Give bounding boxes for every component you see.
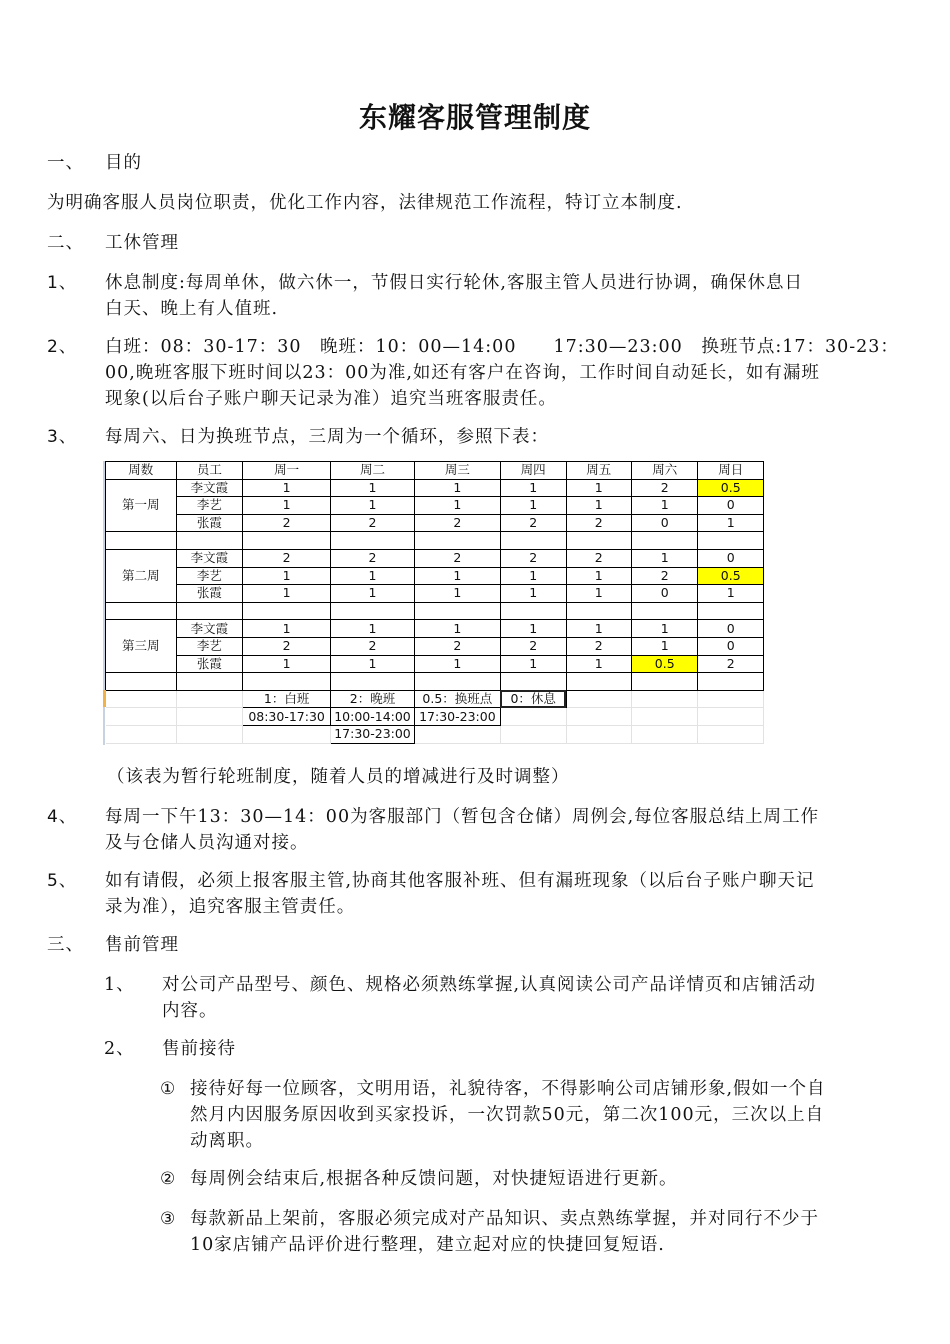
shift-cell: 1 <box>632 620 698 638</box>
shift-cell: 1 <box>414 479 500 497</box>
item-line: 每周一下午13：30—14：00为客服部门（暂包含仓储）周例会,每位客服总结上周工作 <box>105 807 820 827</box>
shift-cell: 1 <box>243 655 331 673</box>
shift-cell: 1 <box>414 567 500 585</box>
item-line: 00,晚班客服下班时间以23：00为准,如还有客户在咨询，工作时间自动延长，如有漏班 <box>105 363 820 383</box>
shift-cell: 1 <box>414 497 500 515</box>
shift-cell: 1 <box>331 497 415 515</box>
shift-cell: 2 <box>243 514 331 532</box>
employee-cell: 李艺 <box>176 497 243 515</box>
empty-cell <box>176 690 243 708</box>
shift-cell: 1 <box>243 567 331 585</box>
empty-cell <box>243 725 331 743</box>
shift-cell: 1 <box>331 567 415 585</box>
empty-cell <box>414 532 500 550</box>
empty-cell <box>106 690 177 708</box>
shift-cell: 1 <box>243 497 331 515</box>
table-header-row <box>106 462 764 480</box>
shift-cell: 1 <box>632 549 698 567</box>
schedule-table <box>105 461 764 744</box>
empty-cell <box>176 725 243 743</box>
employee-cell: 李文霞 <box>176 549 243 567</box>
time-cell: 17:30-23:00 <box>331 725 415 743</box>
item-line: 现象(以后台子账户聊天记录为准）追究当班客服责任。 <box>105 389 557 409</box>
empty-cell <box>500 725 566 743</box>
empty-cell <box>500 602 566 620</box>
shift-cell: 0.5 <box>698 567 764 585</box>
table-row <box>106 479 764 497</box>
section-1-text: 为明确客服人员岗位职责，优化工作内容，法律规范工作流程，特订立本制度. <box>47 193 683 213</box>
empty-cell <box>566 708 631 726</box>
section-1-number: 一、 <box>47 153 84 173</box>
shift-cell: 2 <box>500 514 566 532</box>
shift-cell: 2 <box>243 549 331 567</box>
shift-cell: 1 <box>243 479 331 497</box>
empty-cell <box>566 532 631 550</box>
empty-cell <box>632 602 698 620</box>
spacer-row <box>106 673 764 691</box>
shift-cell: 2 <box>500 549 566 567</box>
times-row <box>106 725 764 743</box>
shift-cell: 1 <box>243 585 331 603</box>
empty-cell <box>331 602 415 620</box>
item-number: 4、 <box>47 807 77 827</box>
shift-cell: 0 <box>698 497 764 515</box>
employee-cell: 李艺 <box>176 637 243 655</box>
empty-cell <box>176 602 243 620</box>
shift-cell: 1 <box>566 479 631 497</box>
shift-cell: 1 <box>698 585 764 603</box>
empty-cell <box>632 690 698 708</box>
item-number: 1、 <box>104 975 135 995</box>
sub-item-marker: ③ <box>160 1209 177 1229</box>
empty-cell <box>106 725 177 743</box>
empty-cell <box>566 725 631 743</box>
empty-cell <box>698 708 764 726</box>
sub-item-line: 接待好每一位顾客，文明用语，礼貌待客，不得影响公司店铺形象,假如一个自 <box>190 1079 826 1099</box>
employee-cell: 李艺 <box>176 567 243 585</box>
shift-cell: 0 <box>698 549 764 567</box>
table-row <box>106 620 764 638</box>
shift-cell: 2 <box>566 637 631 655</box>
shift-cell: 1 <box>500 567 566 585</box>
shift-cell: 0 <box>632 585 698 603</box>
empty-cell <box>106 673 177 691</box>
table-row <box>106 655 764 673</box>
item-line: 白班：08：30-17：30 晚班：10：00—14:00 17:30—23:00 换班节点:17：30-23： <box>105 337 899 357</box>
week-label-cell: 第一周 <box>106 479 177 532</box>
empty-cell <box>500 673 566 691</box>
section-2-number: 二、 <box>47 233 84 253</box>
header-cell: 周数 <box>106 462 177 480</box>
week-label-cell: 第三周 <box>106 620 177 673</box>
shift-cell: 1 <box>243 620 331 638</box>
shift-cell: 2 <box>414 637 500 655</box>
legend-cell: 0：休息 <box>500 690 566 708</box>
header-cell: 周六 <box>632 462 698 480</box>
shift-cell: 1 <box>500 497 566 515</box>
item-number: 2、 <box>47 337 77 357</box>
shift-cell: 1 <box>414 585 500 603</box>
shift-cell: 1 <box>566 497 631 515</box>
item-number: 3、 <box>47 427 77 447</box>
shift-cell: 2 <box>632 479 698 497</box>
table-row <box>106 637 764 655</box>
shift-cell: 0 <box>632 514 698 532</box>
empty-cell <box>106 602 177 620</box>
item-line: 每周六、日为换班节点，三周为一个循环，参照下表： <box>105 427 549 447</box>
empty-cell <box>632 673 698 691</box>
header-cell: 周日 <box>698 462 764 480</box>
empty-cell <box>566 673 631 691</box>
shift-cell: 2 <box>566 549 631 567</box>
empty-cell <box>566 690 631 708</box>
shift-cell: 2 <box>331 549 415 567</box>
row-marker <box>103 690 106 707</box>
shift-cell: 1 <box>331 479 415 497</box>
item-number: 5、 <box>47 871 77 891</box>
spacer-row <box>106 532 764 550</box>
table-row <box>106 567 764 585</box>
shift-cell: 1 <box>500 585 566 603</box>
shift-cell: 1 <box>698 514 764 532</box>
header-cell: 周四 <box>500 462 566 480</box>
sub-item-marker: ① <box>160 1079 177 1099</box>
employee-cell: 张霞 <box>176 585 243 603</box>
empty-cell <box>106 708 177 726</box>
shift-cell: 1 <box>331 585 415 603</box>
header-cell: 周二 <box>331 462 415 480</box>
table-note: （该表为暂行轮班制度，随着人员的增减进行及时调整） <box>107 767 570 787</box>
shift-cell: 2 <box>243 637 331 655</box>
sub-item-line: 动离职。 <box>190 1131 264 1151</box>
shift-cell: 1 <box>331 655 415 673</box>
empty-cell <box>500 532 566 550</box>
sub-item-line: 10家店铺产品评价进行整理，建立起对应的快捷回复短语. <box>190 1235 665 1255</box>
time-cell: 17:30-23:00 <box>414 708 500 726</box>
shift-cell: 1 <box>414 655 500 673</box>
empty-cell <box>331 673 415 691</box>
shift-cell: 1 <box>632 637 698 655</box>
shift-cell: 1 <box>414 620 500 638</box>
shift-cell: 2 <box>566 514 631 532</box>
sub-item-line: 每周例会结束后,根据各种反馈问题，对快捷短语进行更新。 <box>190 1169 678 1189</box>
item-line: 售前接待 <box>162 1039 236 1059</box>
table-row <box>106 497 764 515</box>
shift-cell: 2 <box>632 567 698 585</box>
empty-cell <box>106 532 177 550</box>
shift-cell: 1 <box>500 655 566 673</box>
empty-cell <box>500 708 566 726</box>
item-line: 休息制度:每周单休，做六休一，节假日实行轮休,客服主管人员进行协调，确保休息日 <box>105 273 803 293</box>
empty-cell <box>176 708 243 726</box>
shift-cell: 2 <box>414 549 500 567</box>
shift-cell: 1 <box>632 497 698 515</box>
header-cell: 周三 <box>414 462 500 480</box>
empty-cell <box>632 532 698 550</box>
shift-cell: 1 <box>500 620 566 638</box>
shift-cell: 1 <box>566 585 631 603</box>
times-row <box>106 708 764 726</box>
employee-cell: 李文霞 <box>176 479 243 497</box>
sub-item-marker: ② <box>160 1169 177 1189</box>
shift-cell: 1 <box>566 567 631 585</box>
empty-cell <box>632 708 698 726</box>
empty-cell <box>243 673 331 691</box>
empty-cell <box>698 532 764 550</box>
spacer-row <box>106 602 764 620</box>
item-line: 白天、晚上有人值班. <box>105 299 279 319</box>
item-number: 1、 <box>47 273 77 293</box>
legend-row <box>106 690 764 708</box>
shift-cell: 2 <box>331 637 415 655</box>
item-line: 录为准），追究客服主管责任。 <box>105 897 356 917</box>
section-3-heading: 售前管理 <box>105 935 179 955</box>
table-row <box>106 585 764 603</box>
empty-cell <box>414 602 500 620</box>
empty-cell <box>566 602 631 620</box>
shift-cell: 1 <box>331 620 415 638</box>
shift-cell: 2 <box>331 514 415 532</box>
section-3-number: 三、 <box>47 935 84 955</box>
employee-cell: 张霞 <box>176 514 243 532</box>
shift-cell: 1 <box>500 479 566 497</box>
header-cell: 员工 <box>176 462 243 480</box>
empty-cell <box>698 725 764 743</box>
shift-cell: 1 <box>566 655 631 673</box>
shift-cell: 0.5 <box>698 479 764 497</box>
empty-cell <box>698 690 764 708</box>
schedule-table-image <box>103 461 764 745</box>
legend-cell: 2：晚班 <box>331 690 415 708</box>
shift-cell: 2 <box>698 655 764 673</box>
empty-cell <box>698 673 764 691</box>
header-cell: 周五 <box>566 462 631 480</box>
table-row <box>106 549 764 567</box>
item-line: 对公司产品型号、颜色、规格必须熟练掌握,认真阅读公司产品详情页和店铺活动 <box>162 975 817 995</box>
item-line: 及与仓储人员沟通对接。 <box>105 833 309 853</box>
header-cell: 周一 <box>243 462 331 480</box>
shift-cell: 0.5 <box>632 655 698 673</box>
empty-cell <box>176 532 243 550</box>
shift-cell: 0 <box>698 620 764 638</box>
section-1-heading: 目的 <box>105 153 142 173</box>
empty-cell <box>698 602 764 620</box>
empty-cell <box>243 532 331 550</box>
sub-item-line: 每款新品上架前，客服必须完成对产品知识、卖点熟练掌握，并对同行不少于 <box>190 1209 819 1229</box>
shift-cell: 1 <box>566 620 631 638</box>
time-cell: 10:00-14:00 <box>331 708 415 726</box>
employee-cell: 李文霞 <box>176 620 243 638</box>
item-number: 2、 <box>104 1039 135 1059</box>
empty-cell <box>331 532 415 550</box>
empty-cell <box>414 725 500 743</box>
empty-cell <box>176 673 243 691</box>
empty-cell <box>632 725 698 743</box>
table-row <box>106 514 764 532</box>
legend-cell: 0.5：换班点 <box>414 690 500 708</box>
empty-cell <box>243 602 331 620</box>
legend-cell: 1：白班 <box>243 690 331 708</box>
employee-cell: 张霞 <box>176 655 243 673</box>
time-cell: 08:30-17:30 <box>243 708 331 726</box>
week-label-cell: 第二周 <box>106 549 177 602</box>
empty-cell <box>414 673 500 691</box>
sub-item-line: 然月内因服务原因收到买家投诉，一次罚款50元，第二次100元，三次以上自 <box>190 1105 825 1125</box>
page-title: 东耀客服管理制度 <box>358 101 591 134</box>
shift-cell: 0 <box>698 637 764 655</box>
shift-cell: 2 <box>414 514 500 532</box>
section-2-heading: 工休管理 <box>105 233 179 253</box>
item-line: 如有请假，必须上报客服主管,协商其他客服补班、但有漏班现象（以后台子账户聊天记 <box>105 871 815 891</box>
item-line: 内容。 <box>162 1001 218 1021</box>
shift-cell: 2 <box>500 637 566 655</box>
